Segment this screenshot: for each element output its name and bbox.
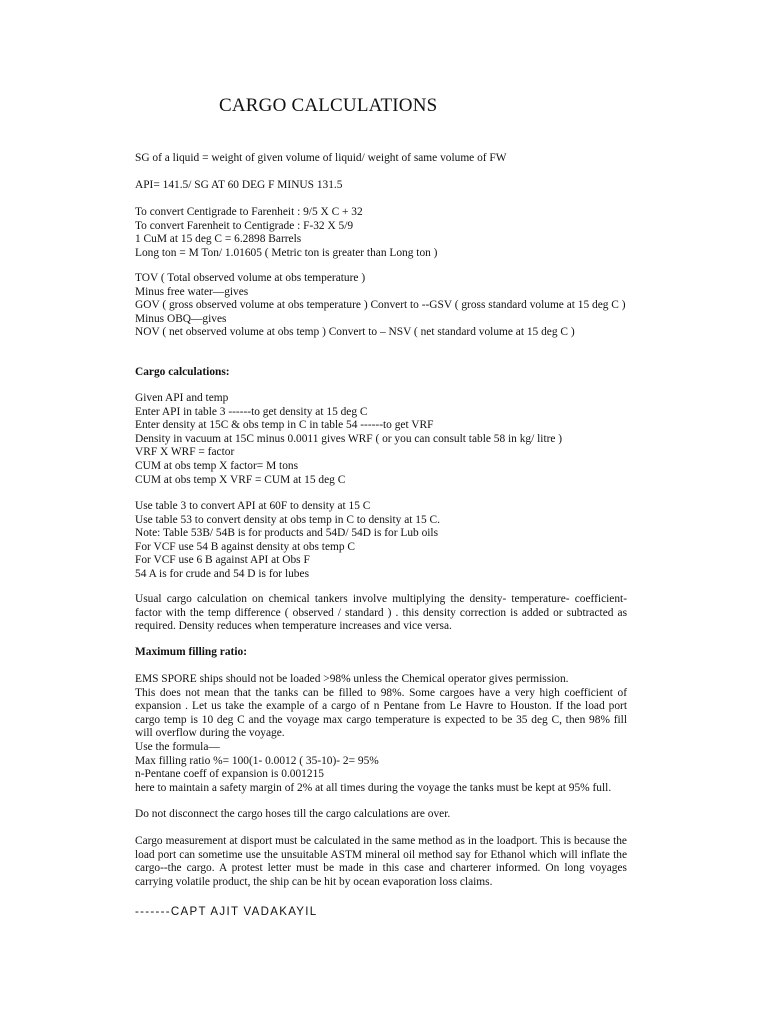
- table-note: 54 A is for crude and 54 D is for lubes: [135, 567, 309, 580]
- document-title: CARGO CALCULATIONS: [219, 95, 438, 116]
- gov-line: GOV ( gross observed volume at obs temperature ) Convert to --GSV ( gross standard volume at 15 deg C ): [135, 299, 626, 312]
- nov-line: NOV ( net observed volume at obs temp ) Convert to – NSV ( net standard volume at 15 deg C ): [135, 326, 575, 339]
- calc-step: CUM at obs temp X VRF = CUM at 15 deg C: [135, 473, 346, 486]
- calc-step: Enter density at 15C & obs temp in C in table 54 ------to get VRF: [135, 419, 434, 432]
- conversion-list: [135, 206, 627, 260]
- conversion-line: To convert Farenheit to Centigrade : F-32 X 5/9: [135, 219, 354, 232]
- calc-step: Given API and temp: [135, 392, 229, 404]
- chemical-tanker-paragraph: Usual cargo calculation on chemical tankers involve multiplying the density- temperature- coefficient- factor with the temp difference ( observed / standard ) . this density correction is added or subtracted as required. Density reduces when temperature increases and vice versa.: [135, 593, 627, 633]
- calc-step: CUM at obs temp X factor= M tons: [135, 459, 299, 472]
- author-signature: -------CAPT AJIT VADAKAYIL: [135, 906, 318, 918]
- conversion-line: 1 CuM at 15 deg C = 6.2898 Barrels: [135, 233, 302, 246]
- disport-paragraph: Cargo measurement at disport must be calculated in the same method as in the loadport. This is because the load port can sometime use the unsuitable ASTM mineral oil method say for Ethanol which will inflate the cargo--the cargo. A protest letter must be made in this case and charterer informed. On long voyages carrying volatile product, the ship can be hit by ocean evaporation loss claims.: [135, 835, 627, 888]
- filling-ratio-section: [135, 673, 627, 795]
- table-note: Use table 3 to convert API at 60F to density at 15 C: [135, 500, 371, 512]
- filling-expansion-paragraph: This does not mean that the tanks can be filled to 98%. Some cargoes have a very high coefficient of expansion . Let us take the example of a cargo of n Pentane from Le Havre to Houston. If the load port cargo temp is 10 deg C and the voyage max cargo temperature is expected to be 35 deg C, then 98% fill will overflow during the voyage.: [135, 686, 627, 740]
- hoses-note: Do not disconnect the cargo hoses till the cargo calculations are over.: [135, 808, 451, 820]
- table-usage-notes: [135, 500, 627, 582]
- minus-obq-line: Minus OBQ—gives: [135, 312, 227, 325]
- minus-free-water-line: Minus free water—gives: [135, 285, 249, 298]
- table-note: Note: Table 53B/ 54B is for products and 54D/ 54D is for Lub oils: [135, 527, 439, 540]
- conversion-line: To convert Centigrade to Farenheit : 9/5 X C + 32: [135, 206, 363, 218]
- filling-line: EMS SPORE ships should not be loaded >98% unless the Chemical operator gives permission.: [135, 673, 569, 685]
- calc-step: VRF X WRF = factor: [135, 446, 235, 459]
- cargo-calculation-steps: [135, 392, 627, 487]
- sg-definition: SG of a liquid = weight of given volume of liquid/ weight of same volume of FW: [135, 152, 507, 164]
- filling-line: here to maintain a safety margin of 2% at all times during the voyage the tanks must be kept at 95% full.: [135, 781, 612, 794]
- table-note: Use table 53 to convert density at obs temp in C to density at 15 C.: [135, 513, 440, 526]
- api-formula: API= 141.5/ SG AT 60 DEG F MINUS 131.5: [135, 179, 343, 191]
- tov-line: TOV ( Total observed volume at obs temperature ): [135, 272, 366, 284]
- conversion-line: Long ton = M Ton/ 1.01605 ( Metric ton is greater than Long ton ): [135, 246, 438, 259]
- calc-step: Density in vacuum at 15C minus 0.0011 gives WRF ( or you can consult table 58 in kg/ litre ): [135, 432, 563, 445]
- calc-step: Enter API in table 3 ------to get density at 15 deg C: [135, 405, 368, 418]
- filling-ratio-heading: Maximum filling ratio:: [135, 646, 247, 658]
- table-note: For VCF use 6 B against API at Obs F: [135, 554, 310, 567]
- cargo-calculations-heading: Cargo calculations:: [135, 366, 230, 378]
- filling-formula: Max filling ratio %= 100(1- 0.0012 ( 35-10)- 2= 95%: [135, 754, 379, 767]
- volume-definitions: [135, 272, 627, 340]
- table-note: For VCF use 54 B against density at obs temp C: [135, 540, 356, 553]
- filling-line: n-Pentane coeff of expansion is 0.001215: [135, 768, 324, 781]
- filling-line: Use the formula—: [135, 740, 220, 753]
